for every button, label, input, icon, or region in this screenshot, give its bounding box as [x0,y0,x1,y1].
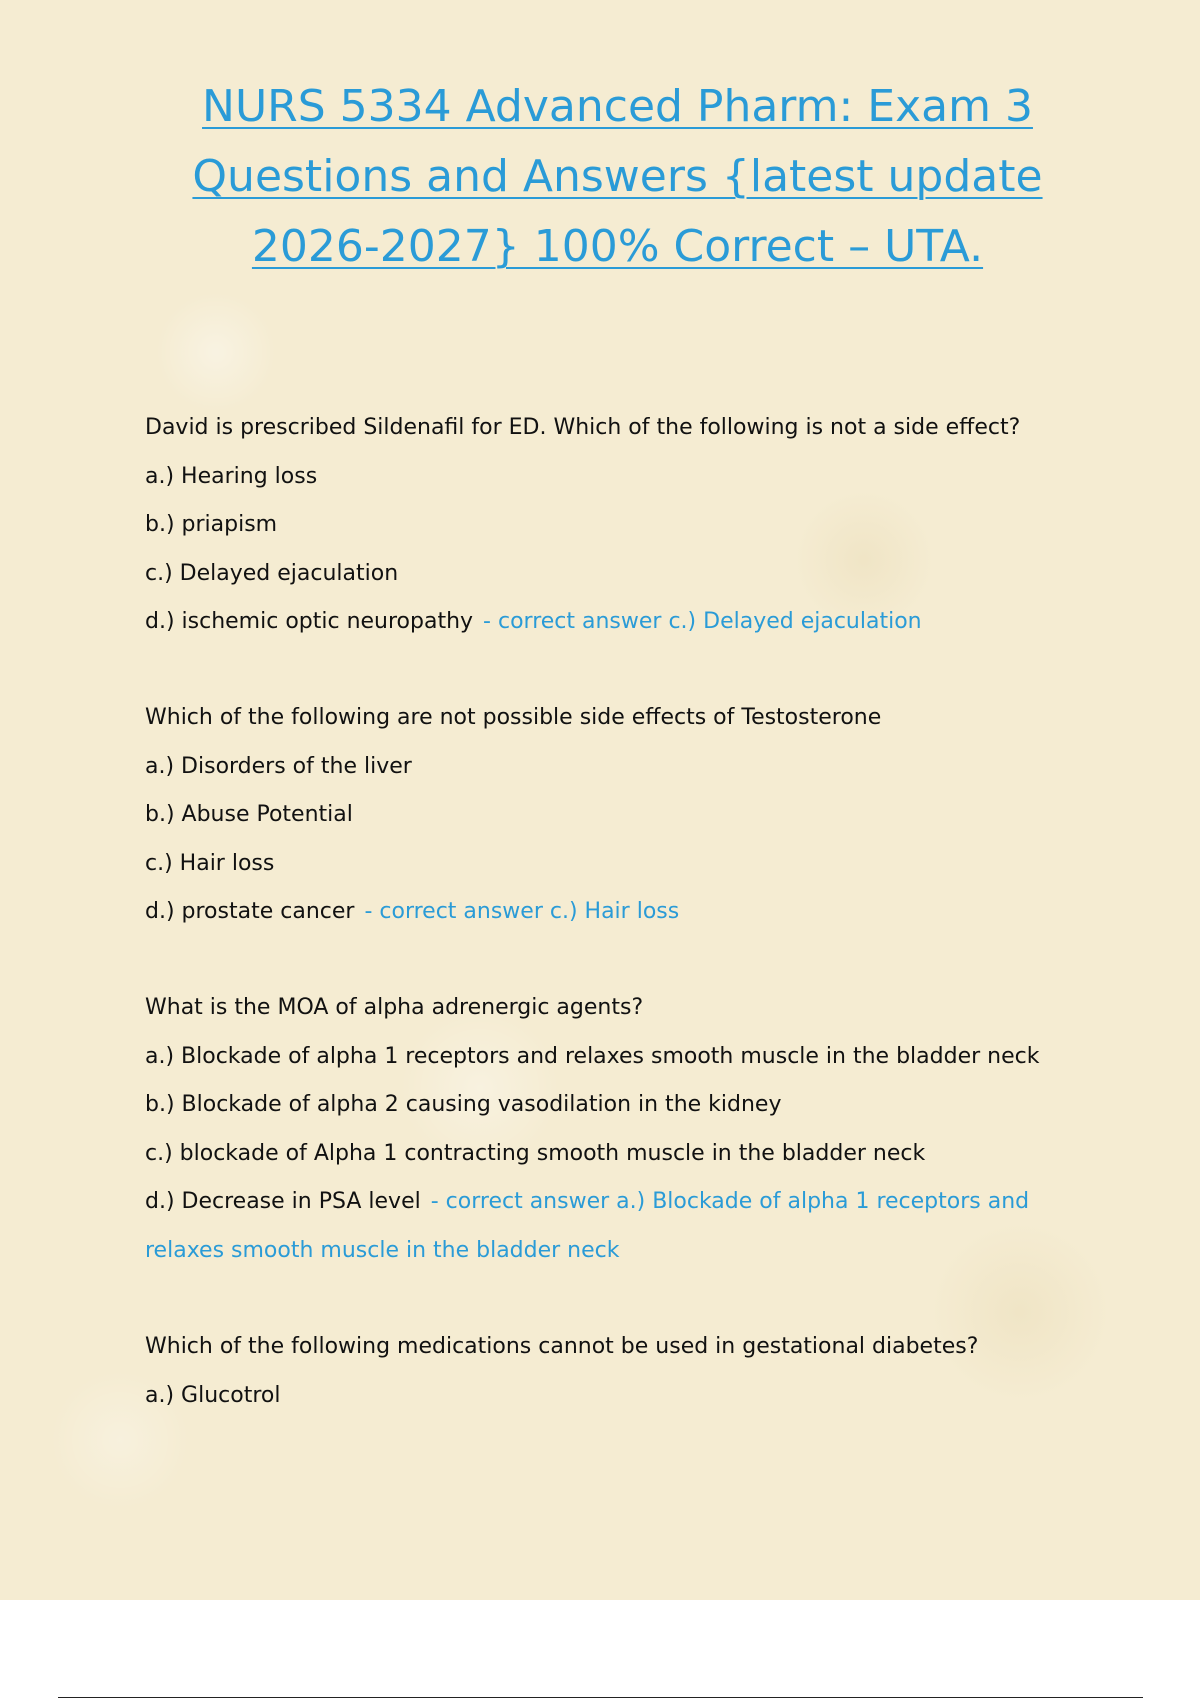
option-a: a.) Blockade of alpha 1 receptors and relaxes smooth muscle in the bladder neck [145,1043,1040,1069]
option-d: d.) ischemic optic neuropathy [145,609,474,634]
question-text: What is the MOA of alpha adrenergic agents? [145,995,644,1020]
option-b: b.) Blockade of alpha 2 causing vasodilation in the kidney [145,1092,782,1117]
correct-answer-continued: relaxes smooth muscle in the bladder neck [145,1237,620,1263]
correct-answer: - correct answer c.) Delayed ejaculation [483,609,922,634]
option-d: d.) Decrease in PSA level [145,1189,421,1214]
question-text: Which of the following are not possible side effects of Testosterone [145,705,882,730]
option-a: a.) Disorders of the liver [145,753,412,779]
option-b: b.) priapism [145,512,278,537]
title-line-2: Questions and Answers {latest update [192,151,1043,202]
option-c: c.) Hair loss [145,850,275,876]
title-line-3: 2026-2027} 100% Correct – UTA. [251,221,984,272]
title-line-1: NURS 5334 Advanced Pharm: Exam 3 [202,81,1033,132]
option-a: a.) Glucotrol [145,1382,281,1408]
correct-answer: - correct answer c.) Hair loss [364,899,680,924]
question-block-2 [145,694,1045,937]
question-block-4 [145,1323,1045,1420]
option-b: b.) Abuse Potential [145,802,353,827]
footer-divider [58,1697,1143,1698]
document-title [140,72,1095,282]
option-c: c.) Delayed ejaculation [145,560,399,586]
correct-answer: - correct answer a.) Blockade of alpha 1 receptors and [430,1189,1030,1214]
option-d-with-answer [145,888,1045,937]
question-text: David is prescribed Sildenafil for ED. Which of the following is not a side effect? [145,415,1021,440]
question-block-1 [145,404,1045,647]
option-d: d.) prostate cancer [145,899,355,924]
option-a: a.) Hearing loss [145,463,318,489]
option-d-with-answer [145,598,1045,647]
option-c: c.) blockade of Alpha 1 contracting smooth muscle in the bladder neck [145,1140,926,1166]
question-text: Which of the following medications cannot be used in gestational diabetes? [145,1334,979,1359]
question-block-3 [145,984,1045,1275]
option-d-with-answer [145,1178,1045,1227]
